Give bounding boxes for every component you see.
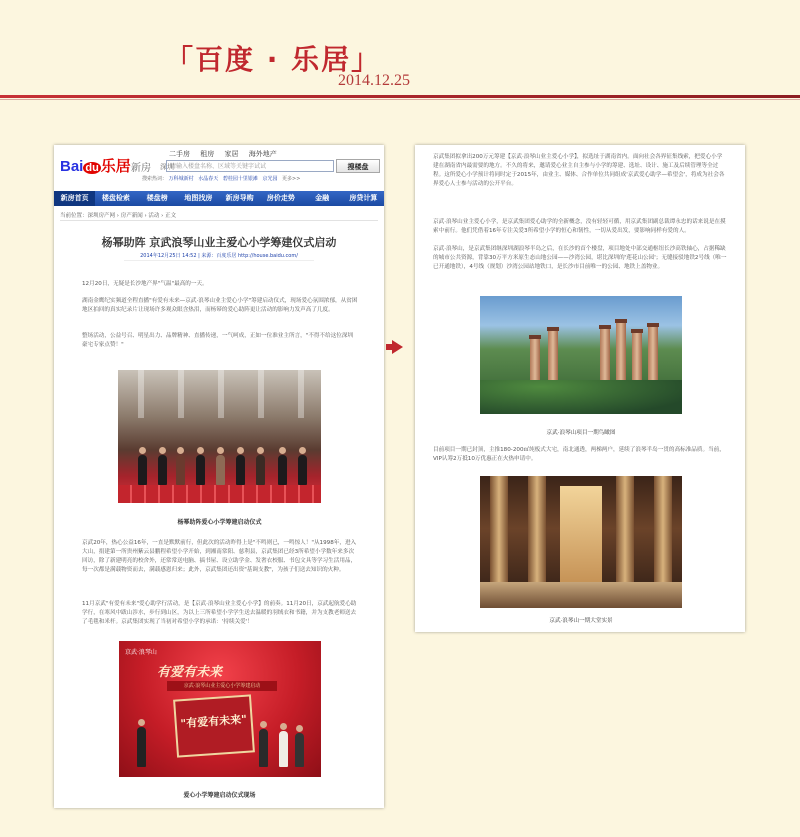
baidu-leju-logo[interactable]: Bai du 乐居 [60,158,131,175]
page-date: 2014.12.25 [338,72,410,89]
hot-link[interactable]: 水晶春天 [198,176,219,182]
nav-ranking[interactable]: 楼盘榜 [146,194,168,202]
top-link-jiaju[interactable]: 家居 [224,150,239,158]
article-paragraph: 京武·浪琴山业主爱心小学，是京武集团爱心助学的全新概念，没有轻轻可循，用京武集团副总裁谭永忠的话来说是在摸索中前行。他们凭借着16年专注关爱3所希望小学的恒心和韧性，一切从爱出发，要影响同样有爱的人。 [433,219,726,234]
webpage-screenshot-left [54,145,384,808]
header-divider-thin [0,99,800,100]
arrow-right-icon [392,340,403,354]
top-link-ershou[interactable]: 二手房 [169,150,190,158]
article-paragraph: 京武·浪琴山，是京武集团继深圳湖浪琴半岛之后，在长沙的首个楼盘，项目地处中部交通枢纽长沙高铁轴心，占据稀缺的城市公共资源，背靠30万平方米原生态山地公园——沙湾公园，堪比深圳的'莲花山公园'；无缝接驳地铁2号线（唯一已开通地铁），4号线（规划）沙湾公园站地铁口，是长沙市目前唯一的公园、地铁上盖物业。 [433,246,727,270]
hot-link[interactable]: 京光园 [262,176,278,182]
hot-search-row [142,175,300,182]
photo-caption: 京武·浪琴山项目一期鸟瞰图 [546,430,616,436]
article-paragraph: 目前项目一期已封顶，主推180-200㎡纯板式大宅，南北通透，两梯两户，延续了浪琴半岛一贯的高标准品质。当前，VIP认筹2万抵10万优惠正在火热申请中。 [433,447,725,462]
nav-home[interactable]: 新房首页 [54,191,95,206]
hot-link[interactable]: 碧桂园十里银滩 [222,176,258,182]
photo-caption: 京武·浪琴山一期大堂实景 [549,618,613,624]
nav-search[interactable]: 楼盘检索 [101,194,130,202]
search-button[interactable]: 搜楼盘 [336,159,380,173]
article-paragraph: 湖南金鹰纪实频道全程直播"有爱有未来—京武·浪琴山业主爱心小学"筹建启动仪式，现场爱心氛围浓郁，从贫困地区拍回的真实纪录片让现场许多观众眼含热泪，而杨幂的爱心助阵更让活动的影响力发声高了几度。 [82,298,358,313]
hot-more-link[interactable]: 更多>> [282,176,301,182]
event-photo-banner [119,641,321,777]
article-paragraph: 整场活动，公益号召、明星出力、品牌精神、直播传递，一气呵成，正如一位准业主所言，"不得不给这位深圳豪宅专家点赞！" [82,333,354,348]
header-divider [0,95,800,98]
search-input[interactable]: 请输入楼盘名称、区域等关键字试试 [166,160,334,172]
article-paragraph: 京武20年，热心公益16年，一直是默默前行，但此次的活动昨得上是"不鸣则已，一鸣惊人！"从1998年，进入大山，捐建第一所贵州紫云县鹏程希望小学开始，到湘南常阳、慈利县，京武集团已经3所希望小学数年来多次回访，除了新建明亮的校舍外，还常常送电脑、搞书屋、设立助学金、发奢衣校服、书包文具等学习生活用品，每一次都是满载物资而去，满载感恩归来；此外，京武集团还出资"基调支教"，为孩子们送去知识的火种。 [82,540,357,573]
banner-cloth: "有爱有未来" [173,694,255,757]
hot-label: 搜索热词： [142,176,168,182]
article-title: 杨幂助阵 京武浪琴山业主爱心小学筹建仪式启动 [101,236,337,249]
article-meta: 2014年12月25日 14:52 | 来源：百度乐居 http://house.baidu.com/ [140,253,298,259]
banner-slogan: 有爱有未来 [157,665,223,680]
page-title: 「百度 · 乐居」 [165,43,382,76]
top-link-haiwai[interactable]: 海外地产 [248,150,277,158]
article-paragraph: 11月京武"有爱有未来"爱心助学行活动，是【京武·浪琴山业主爱心小学】的前奏。11月20日，京武起航爱心助学行，在寒风中跋山涉水，步行到山区，为以上三所希望小学学生送去温暖的羽绒衣和书籍，并为支教老师送去了毛毯和米杆。京武集团实现了当初对希望小学的承诺：'持续关爱'！ [82,601,357,625]
main-nav [54,191,384,206]
logo-subtitle: 新房 [131,163,151,174]
article-paragraph: 12月20日，无疑是长沙地产界"气温"最高的一天。 [82,281,208,287]
banner-subtitle: 京武·浪琴山业主爱心小学筹建启动 [167,681,277,691]
event-photo-tent [118,370,321,503]
webpage-screenshot-right [415,145,745,632]
nav-map[interactable]: 地图找房 [184,194,213,202]
top-link-zufang[interactable]: 租房 [200,150,215,158]
divider [124,260,314,261]
divider [60,220,378,221]
lobby-photo [480,476,682,608]
nav-guide[interactable]: 新房导购 [225,194,254,202]
photo-caption: 爱心小学筹建启动仪式现场 [183,792,256,799]
city-selector[interactable]: 深圳 [160,163,174,171]
nav-price-trend[interactable]: 房价走势 [266,194,295,202]
article-paragraph: 京武集团拟拿出200万元筹建【京武·浪琴山业主爱心小学】，拟选址于湖南省内。面向社会各界征集线索，把爱心小学建在湖南省内最需要的地方。不久的将来，邀请爱心业主自主参与小学的筹建、选址、设计、施工及后续管理等全过程。这所爱心小学预计将同时定于2015年，由业主、媒体、合作单位共同组成'京武爱心助学—希望会'，将成为社会各界爱心人士参与活动的公开平台。 [433,154,725,187]
breadcrumb: 当前位置：深圳房产网 › 房产新闻 › 活动 › 正文 [60,213,177,219]
photo-caption: 杨幂助阵爱心小学筹建启动仪式 [177,519,262,526]
brand-logo: 京武·浪琴山 [125,649,157,656]
nav-finance[interactable]: 金融 [315,194,330,202]
hot-link[interactable]: 万科城新村 [168,176,194,182]
aerial-view-photo [480,296,682,414]
nav-loan-calc[interactable]: 房贷计算 [349,194,378,202]
top-links [169,149,285,159]
